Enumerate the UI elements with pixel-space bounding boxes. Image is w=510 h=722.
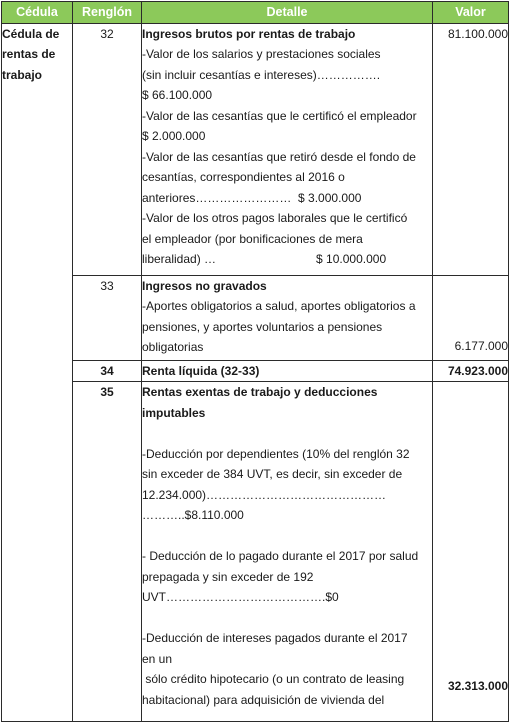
detalle-line: sin exceder de 384 UVT, es decir, sin exceder de xyxy=(142,467,403,481)
cedula-label-line: trabajo xyxy=(2,67,43,82)
valor-33: 6.177.000 xyxy=(433,275,509,360)
detalle-33 xyxy=(142,275,433,360)
detalle-line: $ 2.000.000 xyxy=(142,129,206,143)
detalle-line xyxy=(142,423,432,444)
detalle-line: liberalidad) … $ 10.000.000 xyxy=(142,252,387,266)
header-valor: Valor xyxy=(433,2,509,24)
detalle-line: (sin incluir cesantías e intereses)……………. xyxy=(142,67,381,82)
detalle-title: Ingresos brutos por rentas de trabajo xyxy=(142,26,356,41)
detalle-line: -Deducción por dependientes (10% del renglón 32 xyxy=(142,446,410,461)
renglon-33: 33 xyxy=(73,275,142,360)
detalle-title: Ingresos no gravados xyxy=(142,278,267,293)
detalle-line: prepagada y sin exceder de 192 xyxy=(142,569,314,584)
table-row-33 xyxy=(2,275,509,360)
cedula-label-line: rentas de xyxy=(2,47,56,61)
detalle-line: obligatorias xyxy=(142,340,204,354)
detalle-line: - Deducción de lo pagado durante el 2017 por salud xyxy=(142,549,419,563)
cedula-label xyxy=(2,23,73,722)
detalle-line: anteriores…………………… $ 3.000.000 xyxy=(142,190,362,205)
detalle-line: -Aportes obligatorios a salud, aportes obligatorios a xyxy=(142,299,416,313)
detalle-line: -Valor de los salarios y prestaciones sociales xyxy=(142,47,381,61)
detalle-line xyxy=(142,526,432,547)
detalle-line: habitacional) para adquisición de vivienda del xyxy=(142,692,385,707)
table-row-34 xyxy=(2,360,509,382)
detalle-line: en un xyxy=(142,651,173,666)
detalle-line: cesantías, correspondientes al 2016 o xyxy=(142,170,345,184)
detalle-title: Rentas exentas de trabajo y deducciones xyxy=(142,385,378,399)
detalle-line: ………..$8.110.000 xyxy=(142,508,244,522)
detalle-34: Renta líquida (32-33) xyxy=(142,360,433,382)
cedula-label-line: Cédula de xyxy=(2,26,60,41)
renglon-34: 34 xyxy=(73,360,142,382)
detalle-line: -Deducción de intereses pagados durante el 2017 xyxy=(142,631,408,645)
tax-table xyxy=(1,1,509,722)
detalle-line: UVT………………………………….$0 xyxy=(142,590,339,604)
detalle-line: -Valor de las cesantías que le certificó el empleador xyxy=(142,108,417,123)
header-cedula: Cédula xyxy=(2,2,73,24)
detalle-line: el empleador (por bonificaciones de mera xyxy=(142,231,363,246)
detalle-line: $ 66.100.000 xyxy=(142,88,213,102)
header-detalle: Detalle xyxy=(142,2,433,24)
valor-35: 32.313.000 xyxy=(433,382,509,722)
detalle-title: imputables xyxy=(142,405,206,420)
detalle-line: 12.234.000)……………………………………… xyxy=(142,487,387,502)
header-row xyxy=(2,2,509,24)
valor-34: 74.923.000 xyxy=(433,360,509,382)
detalle-line: -Valor de los otros pagos laborales que le certificó xyxy=(142,211,408,225)
valor-32: 81.100.000 xyxy=(433,23,509,275)
detalle-35 xyxy=(142,382,433,722)
table-row-32 xyxy=(2,23,509,275)
table-row-35 xyxy=(2,382,509,722)
detalle-line xyxy=(142,608,432,629)
renglon-35: 35 xyxy=(73,382,142,722)
renglon-32: 32 xyxy=(73,23,142,275)
detalle-line: pensiones, y aportes voluntarios a pensiones xyxy=(142,319,383,334)
detalle-32 xyxy=(142,23,433,275)
header-renglon: Renglón xyxy=(73,2,142,24)
detalle-line: sólo crédito hipotecario (o un contrato de leasing xyxy=(142,672,405,686)
detalle-line: -Valor de las cesantías que retiró desde el fondo de xyxy=(142,149,416,164)
